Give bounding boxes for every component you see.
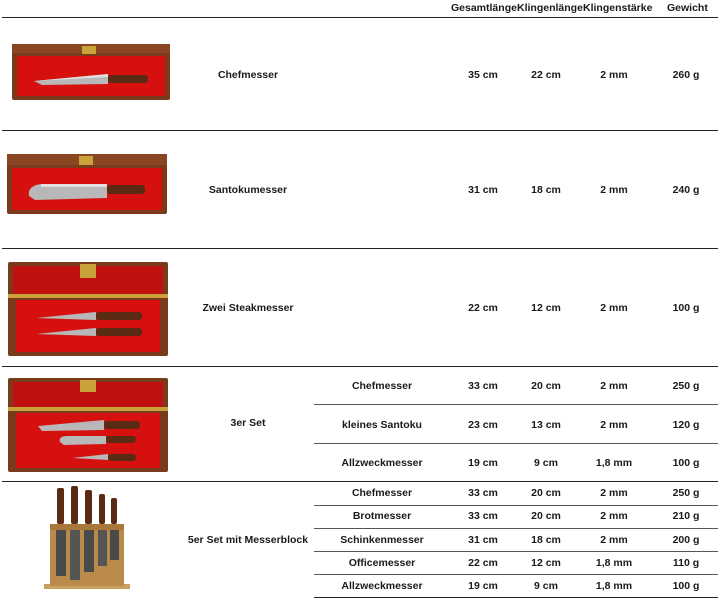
total-length-value: 19 cm [468,580,498,592]
three-knife-set-box-image [8,378,168,472]
weight-value: 120 g [672,419,700,431]
blade-thickness-value: 2 mm [600,510,628,522]
blade-thickness-value: 2 mm [600,302,628,314]
blade-length-value: 22 cm [531,69,561,81]
blade-thickness-value: 2 mm [600,69,628,81]
blade-thickness-value: 2 mm [600,419,628,431]
blade-length-value: 20 cm [531,510,561,522]
blade-length-value: 20 cm [531,380,561,392]
blade-length-value: 12 cm [531,302,561,314]
row-divider [314,597,718,598]
weight-value: 100 g [672,302,700,314]
set-name: 5er Set mit Messerblock [187,534,309,546]
weight-value: 240 g [672,184,700,196]
five-knife-block-image [42,484,132,592]
blade-length-value: 18 cm [531,184,561,196]
row-divider [2,17,718,18]
item-name: Allzweckmesser [341,580,423,592]
sub-row-divider [314,505,718,506]
header-blade-length: Klingenlänge [517,2,583,14]
total-length-value: 31 cm [468,534,498,546]
blade-length-value: 13 cm [531,419,561,431]
blade-thickness-value: 2 mm [600,380,628,392]
header-total-length: Gesamtlänge [451,2,517,14]
weight-value: 100 g [672,580,700,592]
blade-length-value: 9 cm [534,580,558,592]
item-name: Schinkenmesser [340,534,424,546]
blade-thickness-value: 1,8 mm [595,457,633,469]
item-name: Brotmesser [352,510,412,522]
item-name: Chefmesser [351,380,413,392]
product-name: Santokumesser [208,184,288,196]
weight-value: 210 g [672,510,700,522]
blade-thickness-value: 1,8 mm [595,580,633,592]
weight-value: 250 g [672,380,700,392]
blade-thickness-value: 2 mm [600,184,628,196]
blade-thickness-value: 2 mm [600,487,628,499]
total-length-value: 33 cm [468,380,498,392]
weight-value: 200 g [672,534,700,546]
blade-length-value: 18 cm [531,534,561,546]
header-blade-thickness: Klingenstärke [583,2,653,14]
total-length-value: 22 cm [468,302,498,314]
item-name: kleines Santoku [342,419,422,431]
weight-value: 110 g [672,557,700,569]
total-length-value: 33 cm [468,487,498,499]
sub-row-divider [314,404,718,405]
total-length-value: 35 cm [468,69,498,81]
sub-row-divider [314,443,718,444]
total-length-value: 31 cm [468,184,498,196]
weight-value: 260 g [672,69,700,81]
product-name: Chefmesser [217,69,279,81]
total-length-value: 19 cm [468,457,498,469]
set-name: 3er Set [230,417,266,429]
item-name: Allzweckmesser [341,457,423,469]
row-divider [2,481,718,482]
blade-length-value: 9 cm [534,457,558,469]
blade-length-value: 12 cm [531,557,561,569]
santoku-knife-box-image [7,154,167,214]
item-name: Chefmesser [351,487,413,499]
weight-value: 250 g [672,487,700,499]
blade-thickness-value: 1,8 mm [595,557,633,569]
blade-length-value: 20 cm [531,487,561,499]
chef-knife-box-image [12,44,170,100]
steak-knives-box-image [8,262,168,356]
sub-row-divider [314,551,718,552]
product-name: Zwei Steakmesser [202,302,294,314]
total-length-value: 33 cm [468,510,498,522]
weight-value: 100 g [672,457,700,469]
total-length-value: 22 cm [468,557,498,569]
sub-row-divider [314,528,718,529]
row-divider [2,366,718,367]
row-divider [2,248,718,249]
total-length-value: 23 cm [468,419,498,431]
sub-row-divider [314,574,718,575]
blade-thickness-value: 2 mm [600,534,628,546]
row-divider [2,130,718,131]
header-weight: Gewicht [667,2,708,14]
item-name: Officemesser [348,557,416,569]
